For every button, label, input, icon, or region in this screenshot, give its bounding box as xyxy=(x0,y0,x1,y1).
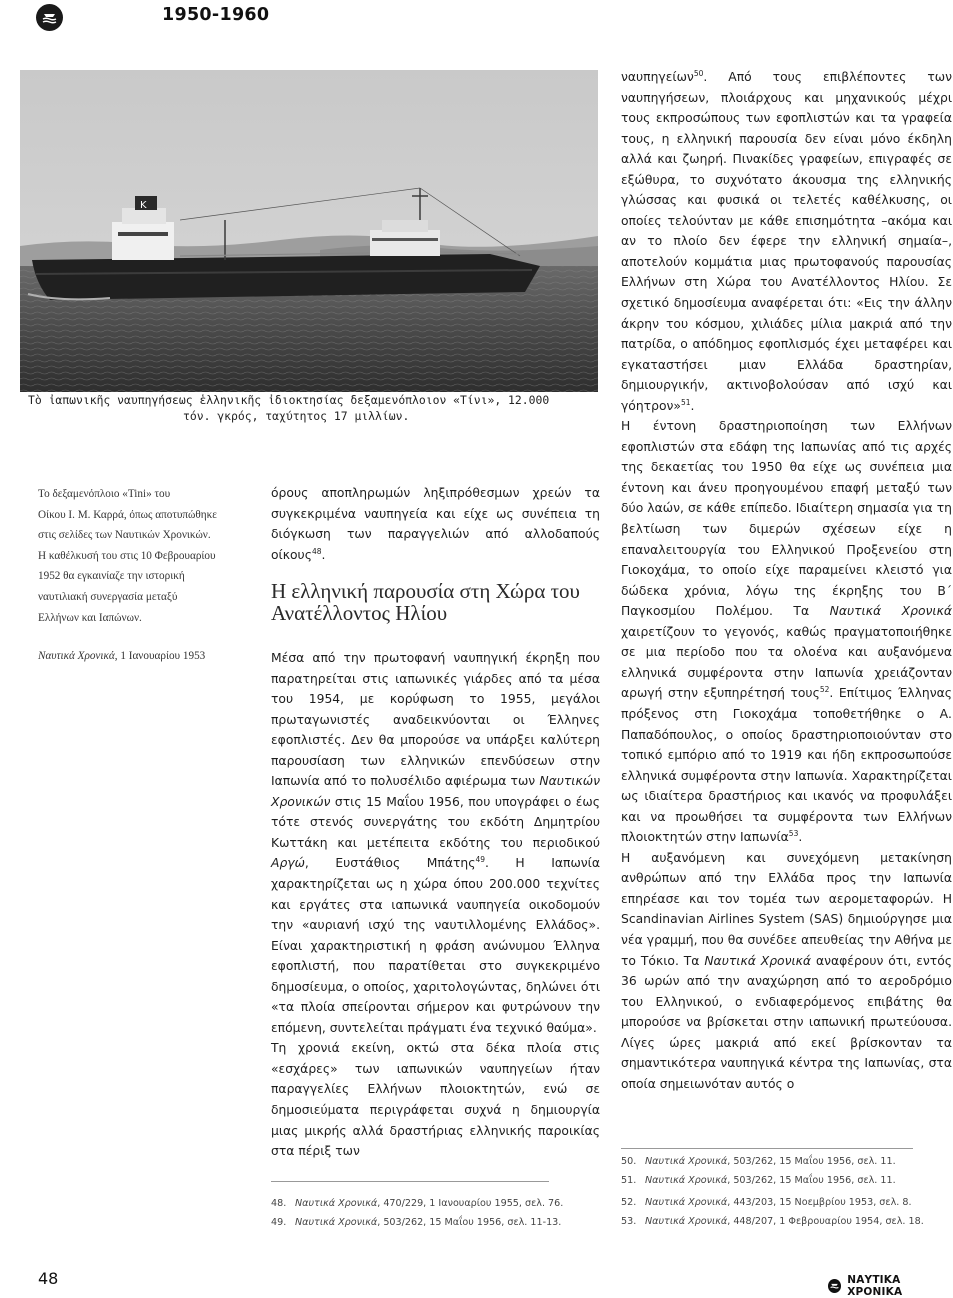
section-title: 1950-1960 xyxy=(162,5,270,25)
body-text xyxy=(621,67,952,1094)
photo-caption xyxy=(20,393,598,424)
photo-caption-line: τόν. γκρός, ταχύτητος 17 μιλλίων. xyxy=(183,408,410,423)
footnote-ref: 51 xyxy=(680,397,691,407)
body-text-continuation: όρους αποπληρωμών ληξιπρόθεσμων χρεών τα συγκεκριμένα ναυπηγεία και είχε ως συνέπεια τη διόγκωση των παραγγελιών από αλλοδαπούς οίκους$^{48}$. xyxy=(271,486,600,562)
body-text xyxy=(271,648,600,1162)
footnote: 50. Ναυτικά Χρονικά, 503/262, 15 Μαΐου 1956, σελ. 11. xyxy=(621,1156,896,1167)
caption-line: στις σελίδες των Ναυτικών Χρονικών. xyxy=(38,529,211,542)
paragraph: Η έντονη δραστηριοποίηση των Ελλήνων εφοπλιστών στα εδάφη της Ιαπωνίας από τις αρχές της δεκαετίας του 1950 θα είχε ως συνέπεια μια έντονη και άνευ προηγουμένου επαφή μεταξύ των δύο λαών, σε κάθε επίπεδο. Ιδιαίτερη σημασία για τη βελτίωση των διμερών σχέσεων είχε η επαναλειτουργία του Ελληνικού Προξενείου στη Γιοκοχάμα, το οποίο είχε παραμείνει κλειστό για δώδεκα χρόνια, λόγω της έκρηξης του Β΄ Παγκοσμίου Πολέμου. Τα Ναυτικά Χρονικά χαιρετίζουν το γεγονός, καθώς πραγματοποιήθηκε σε μια περίοδο που τα ολοένα και αυξανόμενα ελληνικά συμφέροντα στην Ιαπωνία χρειάζονταν αρωγή στην εξυπηρέτησή τους$^{52}$. Επίτιμος Έλληνας πρόξενος στη Γιοκοχάμα τοποθετήθηκε ο Α. Παπαδόπουλος, ο οποίος δραστηριοποιούνταν στο τοπικό εμπόριο από το 1919 και ήδη εκπροσωπούσε ελληνικά συμφέροντα στην Ιαπωνία. Χαρακτηρίζεται ως ιδιαίτερα δραστήριος και ικανός να προφυλάξει και να προωθήσει τα συμφέροντα των Ελλήνων πλοιοκτητών στην Ιαπωνία$^{53}$. xyxy=(621,419,953,845)
footnote-ref: 48 xyxy=(311,546,322,556)
brand-name: ΝΑΥΤΙΚΑ ΧΡΟΝΙΚΑ xyxy=(847,1274,903,1298)
brand-logo xyxy=(828,1274,953,1298)
caption-line: ναυτιλιακή συνεργασία μεταξύ xyxy=(38,590,178,603)
caption-line: Ελλήνων και Ιαπώνων. xyxy=(38,611,142,624)
photo-caption-line: Τὸ ἰαπωνικῆς ναυπηγήσεως ἑλληνικῆς ἰδιοκτησίας δεξαμενόπλοιον «Τίνι», 12.000 xyxy=(28,393,550,407)
caption-line: Οίκου Ι. Μ. Καρρά, όπως αποτυπώθηκε xyxy=(38,508,217,521)
paragraph: Η αυξανόμενη και συνεχόμενη μετακίνηση ανθρώπων από την Ελλάδα προς την Ιαπωνία επηρέασε και τον τομέα των αερομεταφορών. Η Scandinavian Airlines System (SAS) δημιούργησε μια νέα γραμμή, που θα συνέδεε απευθείας την Αθήνα με το Τόκιο. Τα Ναυτικά Χρονικά αναφέρουν ότι, εντός 36 ωρών από την αναχώρηση από το αεροδρόμιο του Ελληνικού, ο ενδιαφερόμενος επιβάτης θα μπορούσε να βρίσκεται στην ιαπωνική πρωτεύουσα. Λίγες ώρες μακριά από εκεί βρίσκονταν τα σημαντικότερα ναυπηγικά κέντρα της Ιαπωνίας, στα οποία σημειωνόταν αυτός ο xyxy=(621,850,953,1091)
footnote: 51. Ναυτικά Χρονικά, 503/262, 15 Μαΐου 1956, σελ. 11. xyxy=(621,1175,896,1186)
ship-wave-icon xyxy=(36,4,63,31)
caption-source xyxy=(38,650,205,662)
paragraph: Τη χρονιά εκείνη, οκτώ στα δέκα πλοία στις «εσχάρες» των ιαπωνικών ναυπηγείων ήταν παραγγελίες Ελλήνων πλοιοκτητών, ενώ σε δημοσιεύματα περιγράφεται συχνά η δημιουργία μιας μικρής αλλά δραστήριας ελληνικής παροικίας στα πέριξ των xyxy=(271,1041,600,1159)
footnote-ref: 49 xyxy=(475,855,485,865)
footnote-ref: 50 xyxy=(693,68,704,78)
paragraph: ναυπηγείων$^{50}$. Από τους επιβλέποντες των ναυπηγήσεων, πλοιάρχους και μηχανικούς μέχρι τους εκπροσώπους των εφοπλιστών και τα γραφεία τους, η ελληνική παρουσία δεν είναι μόνο έκδηλη αλλά και ζωηρή. Πινακίδες γραφείων, επιγραφές σε εξώθυρα, το συχνότατο άκουσμα της ελληνικής γλώσσας και φυσικά οι τελετές καθέλκυσης, οι οποίες τελούνταν με κάθε επισημότητα –ακόμα και αν το πλοίο δεν έφερε την ελληνική σημαία–, αποτελούν κομμάτια μιας πρωτοφανούς παρουσίας Ελλήνων στη Χώρα του Ανατέλλοντος Ηλίου. Σε σχετικό δημοσίευμα αναφέρεται ότι: «Εις την άλλην άκρην του κόσμου, χιλιάδες μίλια μακριά από την πατρίδα, ο απόδημος εφοπλισμός έχει μεταφέρει και εγκαταστήσει μιαν Ελλάδα δραστηρίαν, δημιουργικήν, ακτινοβολούσαν από ισχύ και γόητρον»$^{51}$. xyxy=(621,68,952,413)
caption-line: 1952 θα εγκαινίαζε την ιστορική xyxy=(38,570,185,583)
footnote: 53. Ναυτικά Χρονικά, 448/207, 1 Φεβρουαρίου 1954, σελ. 18. xyxy=(621,1216,924,1227)
section-heading: Η ελληνική παρουσία στη Χώρα του Ανατέλλοντος Ηλίου xyxy=(271,579,580,625)
page-number: 48 xyxy=(38,1269,59,1288)
footnote-ref: 52 xyxy=(819,685,830,695)
footnote: 48. Ναυτικά Χρονικά, 470/229, 1 Ιανουαρίου 1955, σελ. 76. xyxy=(271,1198,564,1209)
svg-text:K: K xyxy=(140,200,147,211)
footnote: 52. Ναυτικά Χρονικά, 443/203, 15 Νοεμβρίου 1953, σελ. 8. xyxy=(621,1197,912,1208)
paragraph: Μέσα από την πρωτοφανή ναυπηγική έκρηξη που παρατηρείται στις ιαπωνικές γιάρδες από τα μέσα του 1954, με κορύφωση το 1955, μεγάλοι πρωταγωνιστές αναδεικνύονται οι Έλληνες εφοπλιστές. Δεν θα μπορούσε να υπάρξει καλύτερη παρουσίαση των ελληνικών επενδύσεων στην Ιαπωνία από το πολυσέλιδο αφιέρωμα των Ναυτικών Χρονικών στις 15 Μαΐου 1956, που υπογράφει ο έως τότε στενός συνεργάτης του εκδότη Δημητρίου Κωττάκη και μετέπειτα εκδότης του περιοδικού Αργώ, Ευστάθιος Μπάτης$^{49}$. Η Ιαπωνία χαρακτηρίζεται ως η χώρα όπου 200.000 τεχνίτες και εργάτες στα ιαπωνικά ναυπηγεία οικοδομούν την «αυριανή ισχύ της ναυτιλλομένης Ελλάδος». Είναι χαρακτηριστική η φράση ανώνυμου Έλληνα εφοπλιστή, που παρατίθεται στο συγκεκριμένο δημοσίευμα, ο οποίος, χαριτολογώντας, δηλώνει ότι «τα πλοία σπείρονται σήμερον και φυτρώνουν την επόμενη, συντελείται πράγματι ένα τεχνικό θαύμα». xyxy=(271,651,600,1035)
source-title: Ναυτικά Χρονικά xyxy=(38,650,115,662)
footnote-divider xyxy=(621,1148,913,1149)
footnote-divider xyxy=(271,1181,549,1182)
footnote-ref: 53 xyxy=(788,829,799,839)
caption-line: Η καθέλκυσή του στις 10 Φεβρουαρίου xyxy=(38,549,216,562)
source-date: , 1 Ιανουαρίου 1953 xyxy=(114,650,206,662)
image-caption xyxy=(38,484,244,628)
caption-line: Το δεξαμενόπλοιο «Tini» του xyxy=(38,488,171,500)
footnote: 49. Ναυτικά Χρονικά, 503/262, 15 Μαΐου 1956, σελ. 11-13. xyxy=(271,1217,562,1228)
